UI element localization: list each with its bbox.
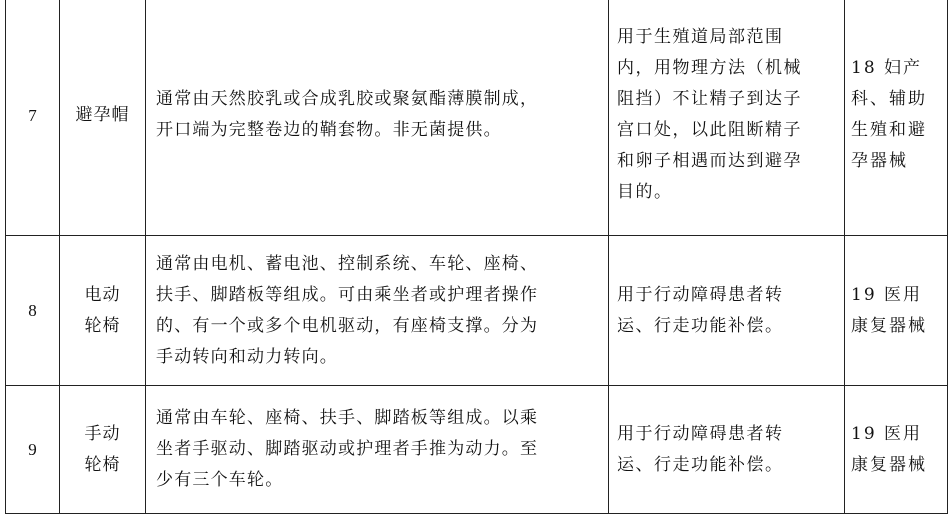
device-description xyxy=(146,236,609,386)
device-category-text: 19 医用 康复器械 xyxy=(851,423,927,475)
device-category-text: 18 妇产 科、辅助 生殖和避 孕器械 xyxy=(851,58,927,171)
row-number: 8 xyxy=(6,236,60,386)
intended-use xyxy=(609,0,845,236)
device-category xyxy=(845,236,948,386)
device-table xyxy=(5,0,948,514)
row-number: 9 xyxy=(6,386,60,514)
intended-use-text: 用于生殖道局部范围 内，用物理方法（机械 阻挡）不让精子到达子 宫口处，以此阻断精子 和卵子相遇而达到避孕 目的。 xyxy=(617,27,802,202)
device-name-text: 手动 轮椅 xyxy=(84,423,121,475)
device-description-text: 通常由车轮、座椅、扶手、脚踏板等组成。以乘 坐者手驱动、脚踏驱动或护理者手推为动力。至 少有三个车轮。 xyxy=(156,408,539,490)
intended-use xyxy=(609,236,845,386)
device-name xyxy=(60,386,146,514)
device-name xyxy=(60,0,146,236)
device-description xyxy=(146,386,609,514)
intended-use-text: 用于行动障碍患者转 运、行走功能补偿。 xyxy=(617,284,784,336)
table-row xyxy=(6,386,948,514)
device-category-text: 19 医用 康复器械 xyxy=(851,284,927,336)
table-row xyxy=(6,236,948,386)
intended-use-text: 用于行动障碍患者转 运、行走功能补偿。 xyxy=(617,423,784,475)
intended-use xyxy=(609,386,845,514)
device-description-text: 通常由天然胶乳或合成乳胶或聚氨酯薄膜制成， 开口端为完整卷边的鞘套物。非无菌提供。 xyxy=(156,89,539,140)
device-category xyxy=(845,0,948,236)
device-category xyxy=(845,386,948,514)
device-name-text: 电动 轮椅 xyxy=(84,284,121,336)
device-description xyxy=(146,0,609,236)
table-row xyxy=(6,0,948,236)
device-name-text: 避孕帽 xyxy=(75,104,130,125)
device-description-text: 通常由电机、蓄电池、控制系统、车轮、座椅、 扶手、脚踏板等组成。可由乘坐者或护理者操作 的、有一个或多个电机驱动，有座椅支撑。分为 手动转向和动力转向。 xyxy=(156,253,539,367)
device-name xyxy=(60,236,146,386)
row-number: 7 xyxy=(6,0,60,236)
